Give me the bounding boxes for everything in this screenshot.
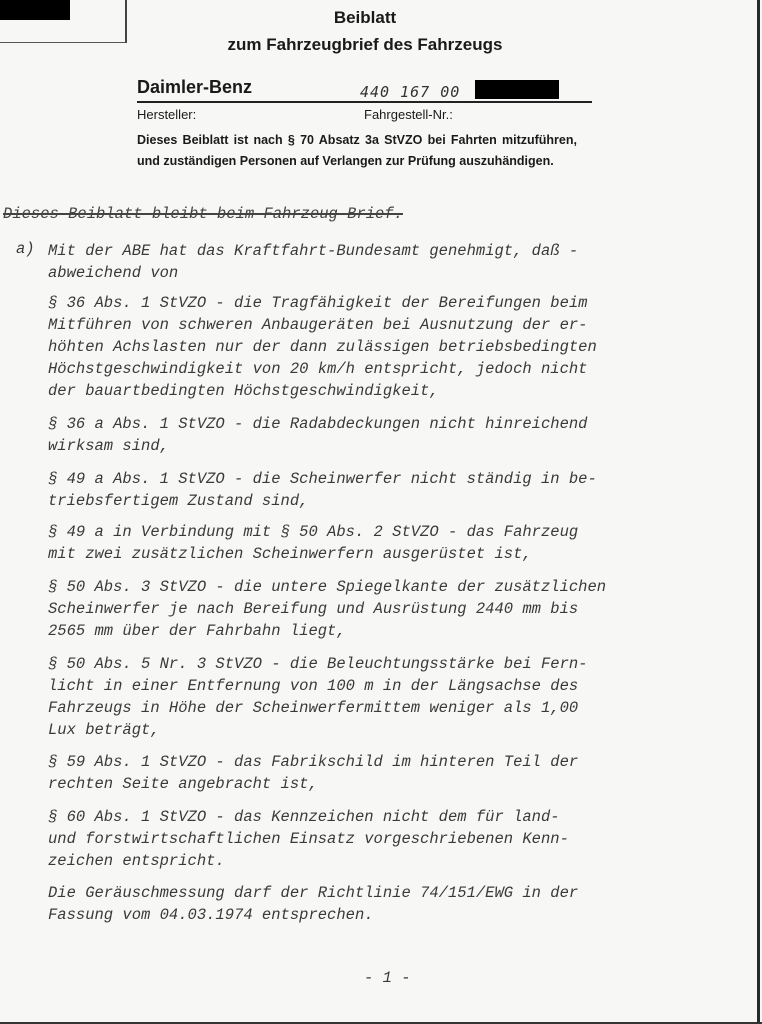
paragraph-49a-abs1: § 49 a Abs. 1 StVZO - die Scheinwerfer nicht ständig in be- triebsfertigem Zustand sind, — [48, 470, 597, 510]
redaction-bar — [475, 80, 559, 99]
notice-text: Dieses Beiblatt ist nach § 70 Absatz 3a StVZO bei Fahrten mitzuführen, und zuständigen Personen auf Verlangen zur Prüfung auszuhändigen. — [137, 133, 577, 168]
chassis-number-label: Fahrgestell-Nr.: — [364, 107, 453, 122]
paragraph-49a-50-abs2: § 49 a in Verbindung mit § 50 Abs. 2 StVZO - das Fahrzeug mit zwei zusätzlichen Scheinwerfern ausgerüstet ist, — [48, 523, 579, 563]
document-title: Beiblatt — [333, 8, 397, 27]
paragraph-36-abs1: § 36 Abs. 1 StVZO - die Tragfähigkeit der Bereifungen beim Mitführen von schweren Anbaugeräten bei Ausnutzung der er- höhten Achslasten nur der dann zulässigen betriebsbedingten Höchstgeschwindigkeit von 20 km/h entspricht, jedoch nicht der bauartbedingten Höchstgeschwindigkeit, — [48, 294, 597, 400]
paragraph-50-abs3: § 50 Abs. 3 StVZO - die untere Spiegelkante der zusätzlichen Scheinwerfer je nach Bereifung und Ausrüstung 2440 mm bis 2565 mm über der Fahrbahn liegt, — [48, 578, 607, 640]
item-a-intro: Mit der ABE hat das Kraftfahrt-Bundesamt genehmigt, daß - abweichend von — [48, 242, 579, 282]
paragraph-noise-measurement: Die Geräuschmessung darf der Richtlinie 74/151/EWG in der Fassung vom 04.03.1974 entsprechen. — [48, 884, 579, 924]
manufacturer-value: Daimler-Benz — [137, 77, 253, 97]
page-number: - 1 - — [364, 969, 411, 987]
header-rule — [137, 101, 592, 103]
manufacturer-label: Hersteller: — [137, 107, 197, 122]
paragraph-50-abs5: § 50 Abs. 5 Nr. 3 StVZO - die Beleuchtungsstärke bei Fern- licht in einer Entfernung von 100 m in der Längsachse des Fahrzeugs in Höhe der Scheinwerfermittem weniger als 1,00 Lux beträgt, — [48, 655, 588, 739]
chassis-number-value: 440 167 00 — [360, 83, 461, 101]
paragraph-59-abs1: § 59 Abs. 1 StVZO - das Fabrikschild im hinteren Teil der rechten Seite angebracht ist, — [48, 753, 579, 793]
document-subtitle: zum Fahrzeugbrief des Fahrzeugs — [227, 35, 503, 54]
scan-edge-right — [757, 0, 760, 1024]
item-a-label: a) — [16, 240, 35, 258]
paragraph-36a-abs1: § 36 a Abs. 1 StVZO - die Radabdeckungen nicht hinreichend wirksam sind, — [48, 415, 588, 455]
struck-through-line: Dieses Beiblatt bleibt beim Fahrzeug-Brief. — [3, 205, 403, 223]
paragraph-60-abs1: § 60 Abs. 1 StVZO - das Kennzeichen nicht dem für land- und forstwirtschaftlichen Einsatz vorgeschriebenen Kenn- zeichen entspricht. — [48, 808, 569, 870]
